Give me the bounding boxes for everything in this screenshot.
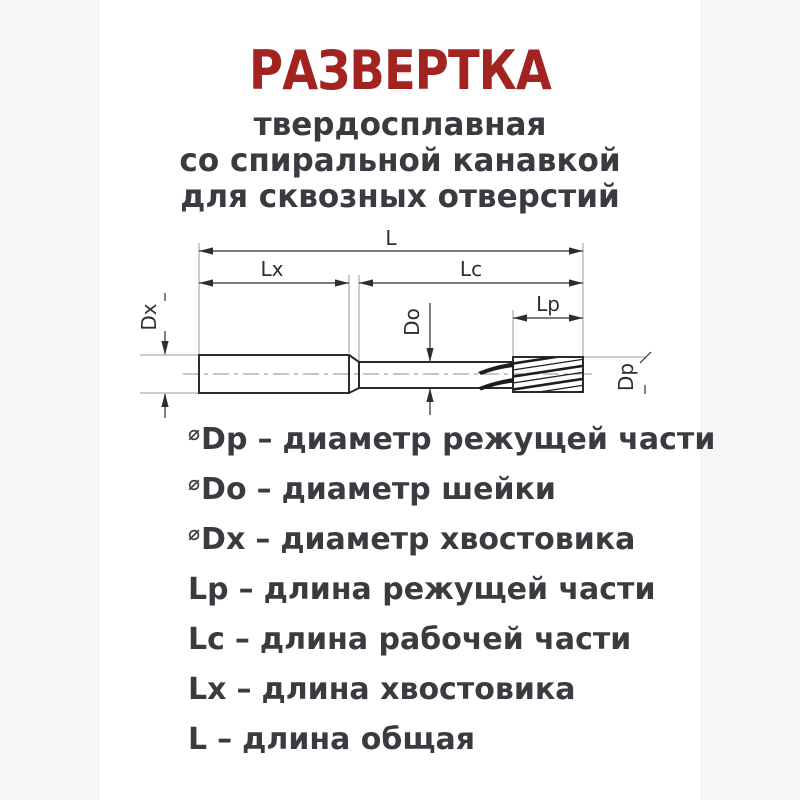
legend-symbol: Dp [201,421,248,457]
legend-symbol: L [188,721,208,757]
subtitle [109,106,691,214]
legend-description: диаметр хвостовика [280,521,636,557]
dim-label-dp: Dp [614,362,638,392]
legend-row-lc [100,614,700,664]
spiral-flutes [503,351,595,411]
legend-symbol: Lp [188,571,229,607]
legend-row-lp [100,564,700,614]
dim-label-do: Do [400,308,424,336]
legend-symbol: Do [201,471,247,507]
legend-separator: – [238,571,254,607]
reamer-technical-drawing [100,225,700,430]
legend-description: длина рабочей части [259,621,632,657]
legend-symbol: Dx [201,521,246,557]
infographic-card [100,0,716,800]
dim-label-dx: Dx [137,303,161,331]
legend-separator: – [257,421,273,457]
diameter-sign: ⌀ [188,521,201,545]
legend-row-lx [100,664,700,714]
legend-row-do [100,464,700,514]
legend-separator: – [217,721,233,757]
header [100,39,700,215]
dimension-dp [640,352,651,394]
legend-row-dx [100,514,700,564]
dim-label-lc: Lc [459,257,483,281]
subtitle-line-1: твердосплавная [253,105,547,143]
page-title: РАЗВЕРТКА [249,39,551,102]
legend-separator: – [256,471,272,507]
flute-tails [478,363,514,391]
dim-label-lx: Lx [260,257,284,281]
diameter-sign: ⌀ [188,471,201,495]
subtitle-line-2: со спиральной канавкой [179,141,621,179]
legend-description: длина общая [242,721,475,757]
legend-description: диаметр режущей части [282,421,716,457]
legend-description: длина режущей части [263,571,656,607]
dimension-do [426,303,433,415]
legend-separator: – [255,521,271,557]
legend-row-l [100,714,700,764]
legend-separator: – [236,671,252,707]
dimension-legend [100,414,716,764]
reamer-drawing-svg [100,225,700,430]
legend-symbol: Lx [188,671,227,707]
dim-label-lp: Lp [536,292,560,316]
dim-label-l: L [385,226,397,250]
subtitle-line-3: для сквозных отверстий [180,177,620,215]
diameter-sign: ⌀ [188,421,201,445]
legend-description: длина хвостовика [261,671,576,707]
legend-symbol: Lc [188,621,225,657]
legend-row-dp [100,414,716,464]
legend-description: диаметр шейки [281,471,556,507]
legend-separator: – [234,621,250,657]
